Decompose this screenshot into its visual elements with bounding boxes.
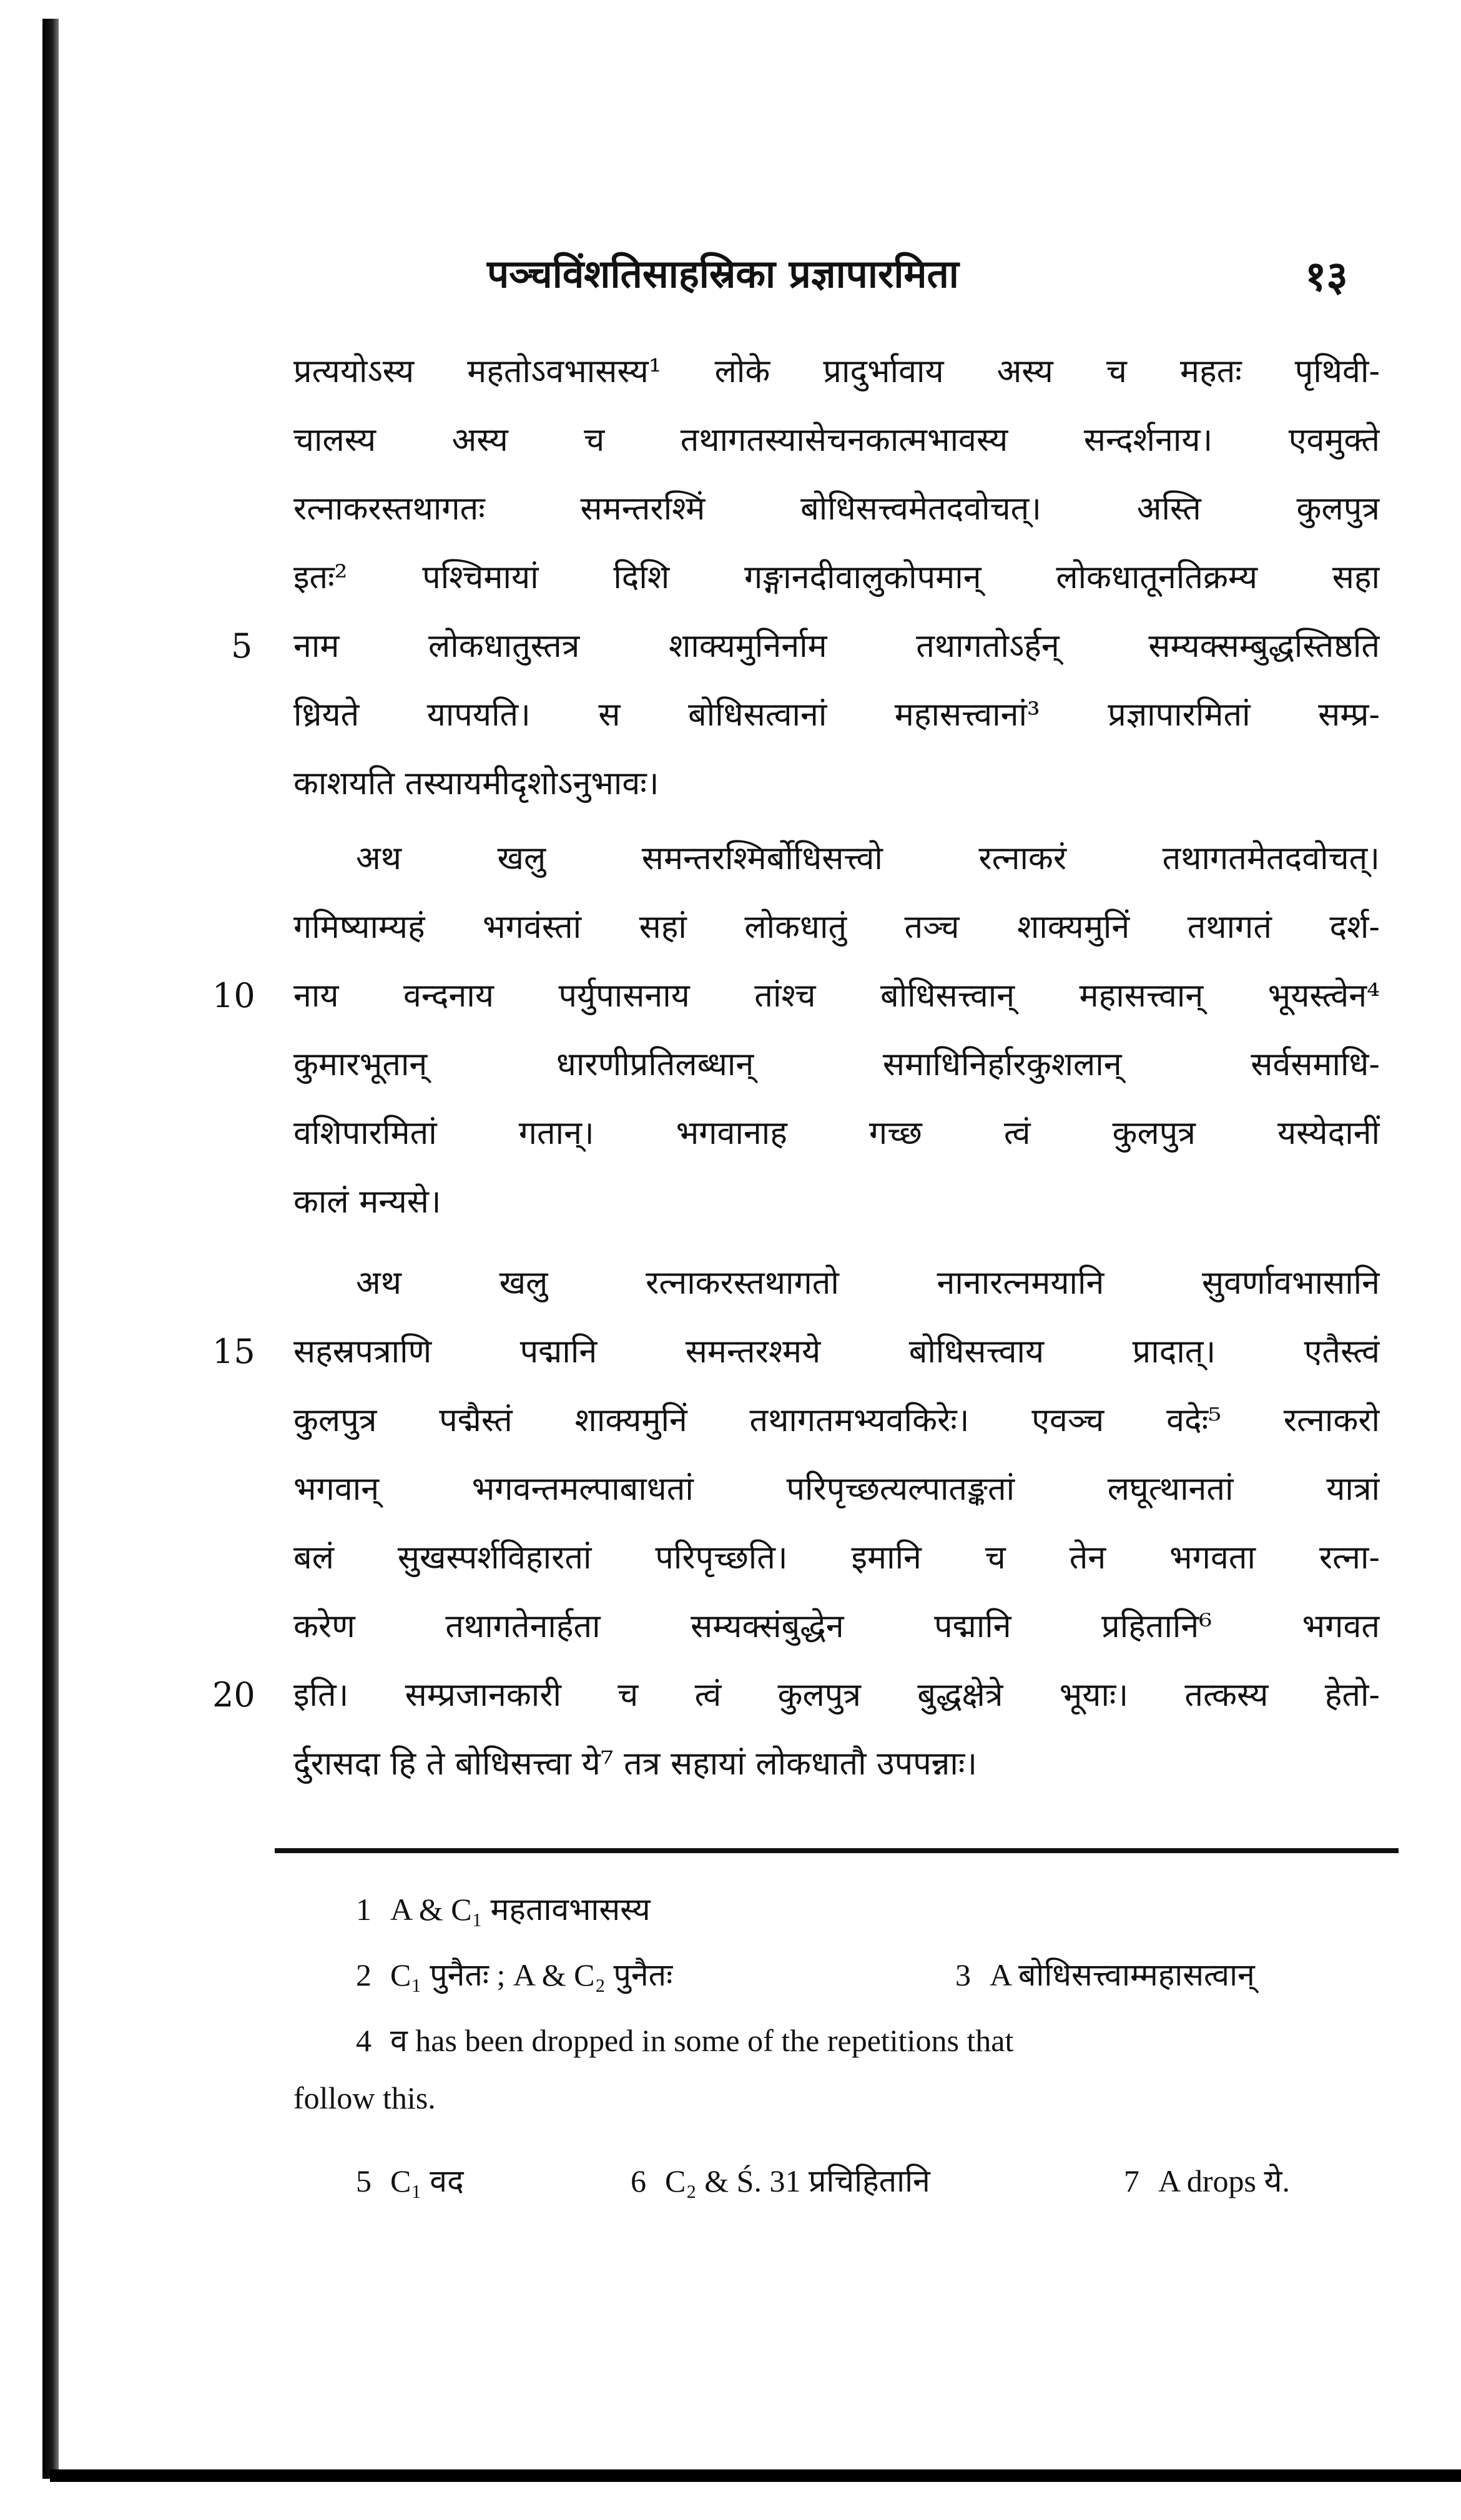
footnote-text: C₁ पुनैतः ; A & C₂ पुनैतः: [390, 1957, 673, 1992]
page-header-title: पञ्चविंशतिसाहस्रिका प्रज्ञापारमिता: [487, 251, 959, 297]
text-line: अथ खलु समन्तरश्मिर्बोधिसत्त्वो रत्नाकरं तथागतमेतदवोचत्।: [356, 840, 1380, 877]
book-spine-edge: [42, 19, 59, 2479]
text-line: भगवान् भगवन्तमल्पाबाधतां परिपृच्छत्यल्पातङ्कतां लघूत्थानतां यात्रां: [293, 1470, 1380, 1508]
footnote-number: 4: [356, 2023, 371, 2058]
footnote-number: 2: [356, 1957, 371, 1992]
footnote-text: व has been dropped in some of the repetitions that: [390, 2023, 1014, 2058]
text-line: सहस्रपत्राणि पद्मानि समन्तरश्मये बोधिसत्त्वाय प्रादात्। एतैस्त्वं: [293, 1333, 1380, 1371]
text-line: रत्नाकरस्तथागतः समन्तरश्मिं बोधिसत्त्वमेतदवोचत्। अस्ति कुलपुत्र: [293, 490, 1380, 528]
text-line: इति। सम्प्रजानकारी च त्वं कुलपुत्र बुद्धक्षेत्रे भूयाः। तत्कस्य हेतो-: [293, 1676, 1380, 1714]
text-line: अथ खलु रत्नाकरस्तथागतो नानारत्नमयानि सुवर्णावभासानि: [356, 1264, 1380, 1302]
footnote-5: [356, 2157, 464, 2205]
line-number: 10: [212, 976, 255, 1015]
text-line: इतः² पश्चिमायां दिशि गङ्गानदीवालुकोपमान् लोकधातूनतिक्रम्य सहा: [293, 559, 1380, 596]
text-line: कुलपुत्र पद्मैस्तं शाक्यमुनिं तथागतमभ्यवकिरेः। एवञ्च वदेः⁵ रत्नाकरो: [293, 1402, 1380, 1439]
footnote-2: [356, 1951, 672, 1999]
footnote-text: A drops ये.: [1158, 2163, 1290, 2198]
text-line: करेण तथागतेनार्हता सम्यक्संबुद्धेन पद्मानि प्रहितानि⁶ भगवत: [293, 1608, 1380, 1645]
footnote-4: [356, 2017, 1013, 2064]
line-number: 15: [212, 1332, 255, 1371]
page-bottom-edge: [50, 2469, 1461, 2482]
footnote-number: 5: [356, 2163, 371, 2198]
footnote-4-continued: follow this.: [293, 2080, 436, 2115]
footnote-3: [955, 1951, 1255, 1999]
line-number: 5: [231, 626, 253, 666]
footnote-7: [1124, 2157, 1290, 2205]
footnote-divider: [275, 1848, 1399, 1853]
footnote-6: [631, 2157, 930, 2205]
text-line: कालं मन्यसे।: [293, 1183, 441, 1221]
footnote-text: A बोधिसत्त्वाम्महासत्वान्: [990, 1957, 1255, 1992]
page-number: १३: [1305, 252, 1348, 300]
text-line: नाम लोकधातुस्तत्र शाक्यमुनिर्नाम तथागतोऽर्हन् सम्यक्सम्बुद्धस्तिष्ठति: [293, 628, 1380, 665]
footnote-1: [356, 1886, 651, 1933]
text-line: कुमारभूतान् धारणीप्रतिलब्धान् समाधिनिर्हारकुशलान् सर्वसमाधि-: [293, 1046, 1380, 1083]
footnote-text: C₂ & Ś. 31 प्रचिहितानि: [665, 2163, 930, 2198]
footnote-number: 6: [631, 2163, 646, 2198]
line-number: 20: [212, 1675, 255, 1715]
footnote-number: 1: [356, 1892, 371, 1927]
footnote-text: C₁ वद: [390, 2163, 464, 2198]
text-line: बलं सुखस्पर्शविहारतां परिपृच्छति। इमानि च तेन भगवता रत्ना-: [293, 1539, 1380, 1577]
footnote-text: A & C₁ महतावभासस्य: [390, 1892, 651, 1927]
text-line: गमिष्याम्यहं भगवंस्तां सहां लोकधातुं तञ्च शाक्यमुनिं तथागतं दर्श-: [293, 908, 1380, 946]
text-line: चालस्य अस्य च तथागतस्यासेचनकात्मभावस्य सन्दर्शनाय। एवमुक्ते: [293, 421, 1380, 459]
text-line: प्रत्ययोऽस्य महतोऽवभासस्य¹ लोके प्रादुर्भावाय अस्य च महतः पृथिवी-: [293, 353, 1380, 390]
footnote-number: 7: [1124, 2163, 1139, 2198]
text-line: ध्रियते यापयति। स बोधिसत्वानां महासत्त्वानां³ प्रज्ञापारमितां सम्प्र-: [293, 696, 1380, 734]
text-line: वशिपारमितां गतान्। भगवानाह गच्छ त्वं कुलपुत्र यस्येदानीं: [293, 1115, 1380, 1152]
text-line: काशयति तस्यायमीदृशोऽनुभावः।: [293, 765, 659, 802]
text-line: र्दुरासदा हि ते बोधिसत्त्वा ये⁷ तत्र सहायां लोकधातौ उपपन्नाः।: [293, 1745, 978, 1783]
text-line: नाय वन्दनाय पर्युपासनाय तांश्च बोधिसत्त्वान् महासत्त्वान् भूयस्त्वेन⁴: [293, 977, 1380, 1015]
footnote-number: 3: [955, 1957, 971, 1992]
